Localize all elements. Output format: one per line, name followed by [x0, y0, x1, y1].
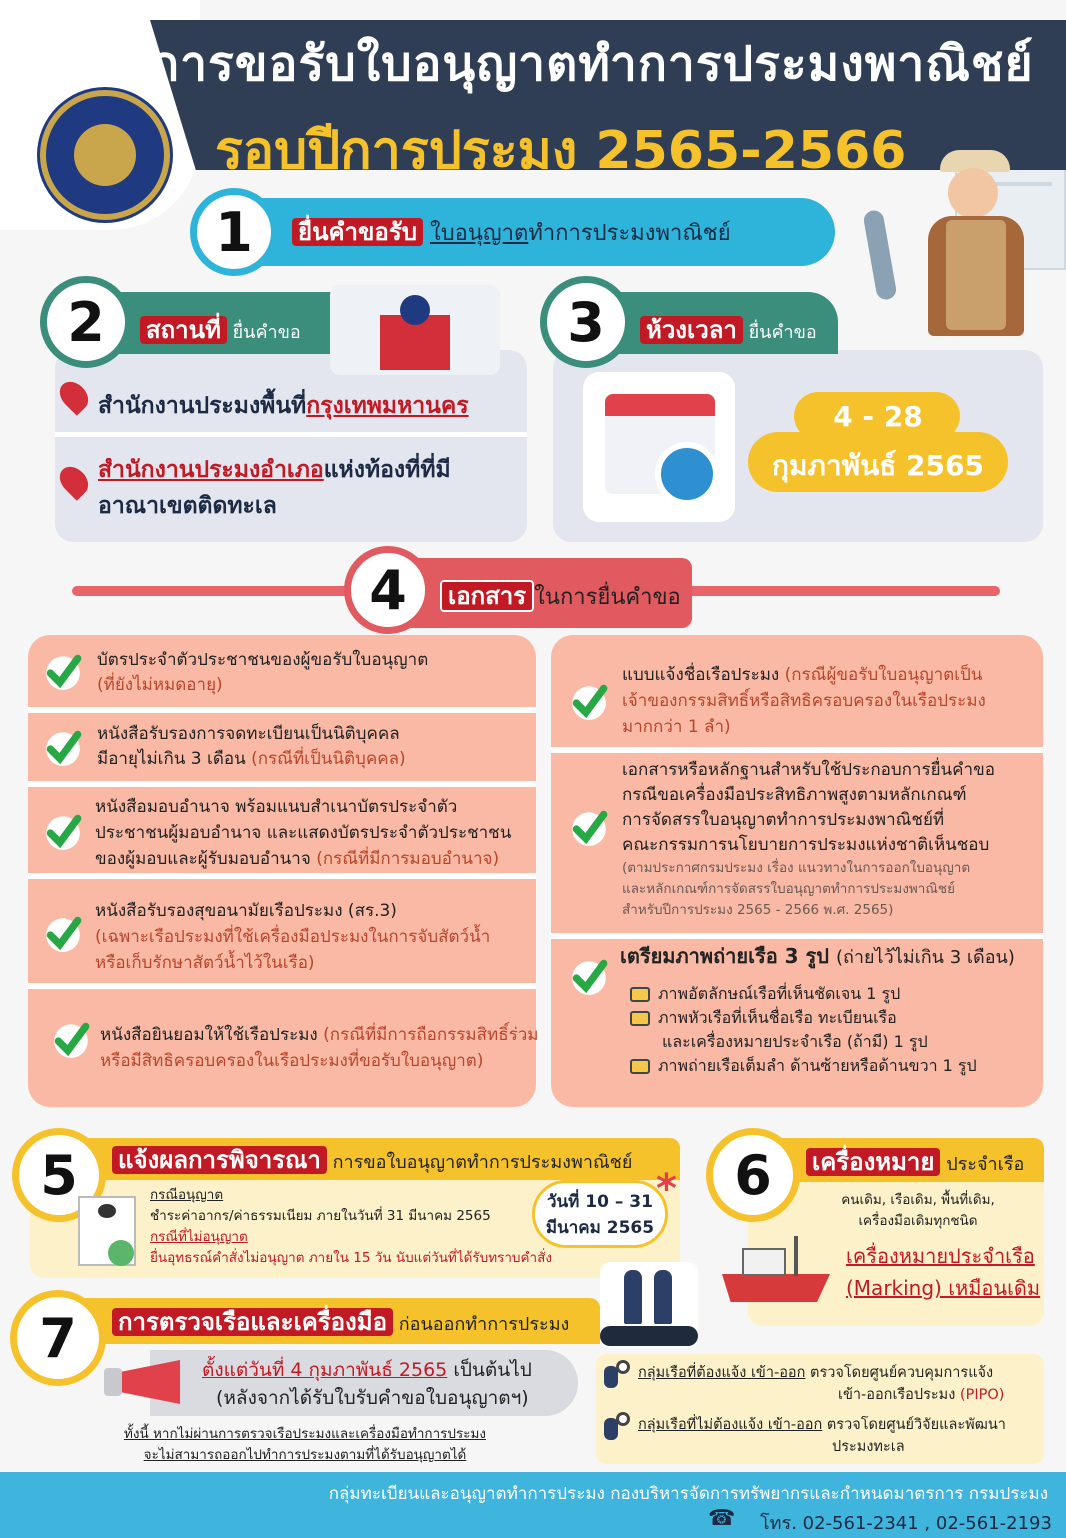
page-subtitle: รอบปีการประมง 2565-2566 — [215, 121, 907, 181]
step5-date-bubble: วันที่ 10 – 31 มีนาคม 2565 — [532, 1180, 668, 1248]
magnifier-person-icon — [604, 1412, 632, 1444]
camera-icon — [630, 1059, 650, 1074]
footer-org: กลุ่มทะเบียนและอนุญาตทำการประมง กองบริหารจัดการทรัพยากรและกำหนดมาตรการ กรมประมง — [328, 1484, 1048, 1504]
step5-details: กรณีอนุญาต ชำระค่าอากร/ค่าธรรมเนียม ภายในวันที่ 31 มีนาคม 2565 กรณีที่ไม่อนุญาต ยื่นอุทธรณ์คำสั่งไม่อนุญาต ภายใน 15 วัน นับแต่วันที่ได้รับทราบคำสั่ง — [150, 1187, 552, 1266]
check-icon — [42, 912, 84, 954]
check-icon — [568, 955, 610, 997]
footer-phone: โทร. 02-561-2341 , 02-561-2193 — [760, 1513, 1052, 1534]
step2-number: 2 — [40, 276, 132, 368]
doc-text-id-card: บัตรประจำตัวประชาชนของผู้ขอรับใบอนุญาต (ที่ยังไม่หมดอายุ) — [97, 650, 429, 695]
doc-text-power-of-attorney: หนังสือมอบอำนาจ พร้อมแนบสำเนาบัตรประจำตัว ประชาชนผู้มอบอำนาจ และแสดงบัตรประจำตัวประชาชน ของผู้มอบและผู้รับมอบอำนาจ (กรณีที่มีการมอบอำนาจ) — [95, 797, 512, 869]
step3-number: 3 — [540, 276, 632, 368]
step6-number: 6 — [706, 1128, 800, 1222]
inspectors-illustration — [600, 1262, 698, 1348]
camera-icon — [630, 1011, 650, 1026]
step6-marking-text: เครื่องหมายประจำเรือ (Marking) เหมือนเดิม — [846, 1244, 1041, 1300]
step1-tag: ยื่นคำขอรับ — [292, 218, 423, 246]
step2-divider — [55, 432, 527, 437]
department-seal-logo — [40, 90, 170, 220]
step4-label: เอกสาร ในการยื่นคำขอ — [440, 576, 681, 615]
step2-place2: สำนักงานประมงอำเภอแห่งท้องที่ที่มี อาณาเขตติดทะเล — [98, 457, 451, 519]
fisherman-illustration — [870, 150, 1050, 350]
step7-date-text: ตั้งแต่วันที่ 4 กุมภาพันธ์ 2565 เป็นต้นไป (หลังจากได้รับใบรับคำขอใบอนุญาตฯ) — [202, 1359, 532, 1409]
step7-warning: ทั้งนี้ หากไม่ผ่านการตรวจเรือประมงและเครื่องมือทำการประมง จะไม่สามารถออกไปทำการประมงตามที่ได้รับอนุญาตได้ — [124, 1426, 486, 1463]
doc-text-boat-photos: เตรียมภาพถ่ายเรือ 3 รูป (ถ่ายไว้ไม่เกิน 3 เดือน) — [620, 944, 1015, 968]
asterisk-icon: * — [656, 1166, 677, 1212]
fishing-boat-icon — [722, 1236, 830, 1308]
step5-label: แจ้งผลการพิจารณา การขอใบอนุญาตทำการประมงพาณิชย์ — [112, 1140, 632, 1179]
photo-list: ภาพอัตลักษณ์เรือที่เห็นชัดเจน 1 รูป ภาพหัวเรือที่เห็นชื่อเรือ ทะเบียนเรือ และเครื่องหมายประจำเรือ (ถ้ามี) 1 รูป ภาพถ่ายเรือเต็มลำ ด้านซ้ายหรือด้านขวา 1 รูป — [630, 982, 977, 1078]
step7-number: 7 — [10, 1290, 106, 1386]
step6-label: เครื่องหมาย ประจำเรือ — [806, 1142, 1024, 1181]
doc-text-high-efficiency-tools: เอกสารหรือหลักฐานสำหรับใช้ประกอบการยื่นคำขอ กรณีขอเครื่องมือประสิทธิภาพสูงตามหลักเกณฑ์ การจัดสรรใบอนุญาตทำการประมงพาณิชย์ที่ คณะกรรมการนโยบายการประมงแห่งชาติเห็นชอบ (ตามประกาศกรมประมง เรื่อง แนวทางในการออกใบอนุญาต และหลักเกณฑ์การจัดสรรใบอนุญาตทำการประมงพาณิชย์ สำหรับปีการประมง 2565 - 2566 พ.ศ. 2565) — [622, 760, 995, 918]
check-icon — [50, 1018, 92, 1060]
step7-group2: กลุ่มเรือที่ไม่ต้องแจ้ง เข้า-ออก ตรวจโดยศูนย์วิจัยและพัฒนา ประมงทะเล — [638, 1417, 1006, 1455]
step6-details: คนเดิม, เรือเดิม, พื้นที่เดิม, เครื่องมือเดิมทุกชนิด — [841, 1192, 995, 1229]
check-icon — [568, 680, 610, 722]
camera-icon — [630, 987, 650, 1002]
step3-label: ห้วงเวลา ยื่นคำขอ — [640, 310, 817, 349]
calendar-clock-icon — [583, 372, 735, 522]
step7-label: การตรวจเรือและเครื่องมือ ก่อนออกทำการประมง — [112, 1302, 569, 1341]
step2-label: สถานที่ ยื่นคำขอ — [140, 310, 301, 349]
megaphone-icon — [104, 1346, 190, 1416]
step3-date-month: กุมภาพันธ์ 2565 — [772, 449, 984, 482]
doc-text-boat-name-form: แบบแจ้งชื่อเรือประมง (กรณีผู้ขอรับใบอนุญาตเป็น เจ้าของกรรมสิทธิ์หรือสิทธิครอบครองในเรือประมง มากกว่า 1 ลำ) — [622, 665, 986, 737]
doc-text-juristic: หนังสือรับรองการจดทะเบียนเป็นนิติบุคคล มีอายุไม่เกิน 3 เดือน (กรณีที่เป็นนิติบุคคล) — [97, 724, 406, 769]
phone-icon: ☎ — [708, 1506, 736, 1531]
check-icon — [42, 650, 84, 692]
approval-document-icon — [78, 1196, 136, 1266]
step3-date-range: 4 - 28 — [833, 400, 923, 433]
magnifier-person-icon — [604, 1360, 632, 1392]
check-icon — [42, 726, 84, 768]
step2-place1: สำนักงานประมงพื้นที่กรุงเทพมหานคร — [98, 393, 469, 419]
step7-group1: กลุ่มเรือที่ต้องแจ้ง เข้า-ออก ตรวจโดยศูนย์ควบคุมการแจ้ง เข้า-ออกเรือประมง (PIPO) — [638, 1365, 1005, 1403]
check-icon — [42, 810, 84, 852]
step3-date-box — [748, 392, 1008, 498]
office-building-icon — [330, 285, 500, 375]
step4-number: 4 — [344, 546, 432, 634]
doc-text-consent-letter: หนังสือยินยอมให้ใช้เรือประมง (กรณีที่มีการถือกรรมสิทธิ์ร่วม หรือมีสิทธิครอบครองในเรือประมงที่ขอรับใบอนุญาต) — [100, 1025, 539, 1071]
step1-label: ยื่นคำขอรับ ใบอนุญาตทำการประมงพาณิชย์ — [292, 212, 731, 251]
check-icon — [568, 806, 610, 848]
page-title: การขอรับใบอนุญาตทำการประมงพาณิชย์ — [150, 36, 1034, 92]
step1-number: 1 — [190, 188, 278, 276]
step5-number: 5 — [12, 1128, 106, 1222]
doc-text-hygiene-cert: หนังสือรับรองสุขอนามัยเรือประมง (สร.3) (เฉพาะเรือประมงที่ใช้เครื่องมือประมงในการจับสัตว์น้ำ หรือเก็บรักษาสัตว์น้ำไว้ในเรือ) — [95, 901, 491, 973]
